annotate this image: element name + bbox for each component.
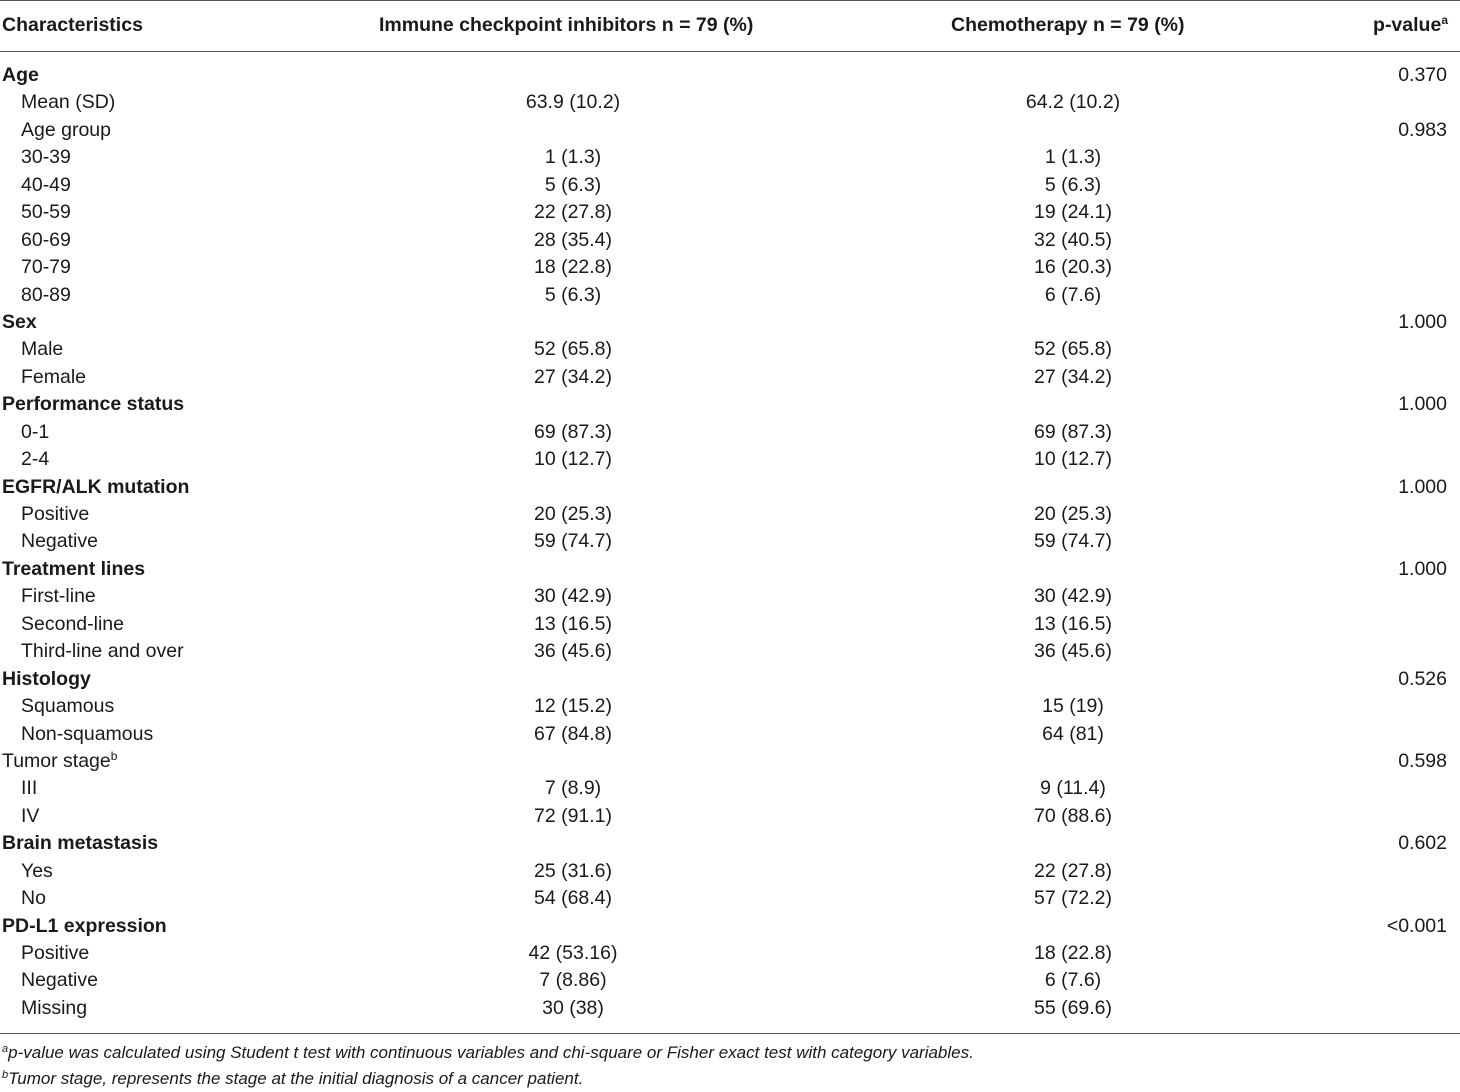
row-label bbox=[21, 446, 49, 473]
header-p-value bbox=[1373, 14, 1448, 37]
header-p-value-sup: a bbox=[1441, 13, 1448, 27]
row-label bbox=[21, 967, 98, 994]
row-label bbox=[2, 913, 167, 940]
p-value: 1.000 bbox=[1398, 393, 1447, 416]
header-rule bbox=[0, 51, 1460, 52]
row-label bbox=[21, 693, 114, 720]
chemo-value: 55 (69.6) bbox=[1033, 996, 1113, 1019]
table-row bbox=[0, 748, 1460, 775]
ici-value: 12 (15.2) bbox=[533, 695, 613, 718]
chemo-value: 13 (16.5) bbox=[1033, 612, 1113, 635]
ici-value: 52 (65.8) bbox=[533, 338, 613, 361]
ici-value: 5 (6.3) bbox=[544, 173, 602, 196]
row-label bbox=[2, 391, 184, 418]
row-label-text: Histology bbox=[2, 667, 91, 690]
ici-value: 27 (34.2) bbox=[533, 365, 613, 388]
row-label bbox=[21, 803, 39, 830]
row-label bbox=[21, 254, 71, 281]
ici-value: 72 (91.1) bbox=[533, 804, 613, 827]
table-row bbox=[0, 254, 1460, 281]
row-label-text: Male bbox=[21, 338, 64, 361]
row-label bbox=[21, 995, 87, 1022]
row-label-text: Brain metastasis bbox=[2, 832, 159, 855]
row-label bbox=[21, 885, 46, 912]
p-value: 0.983 bbox=[1398, 118, 1447, 141]
row-label-text: Sex bbox=[2, 310, 37, 333]
table-row bbox=[0, 199, 1460, 226]
row-label-text: 70-79 bbox=[21, 256, 71, 279]
chemo-value: 19 (24.1) bbox=[1033, 201, 1113, 224]
chemo-value: 30 (42.9) bbox=[1033, 585, 1113, 608]
table-row bbox=[0, 446, 1460, 473]
row-label bbox=[21, 89, 115, 116]
row-label bbox=[21, 638, 184, 665]
row-label-text: Missing bbox=[21, 996, 88, 1019]
row-label bbox=[21, 775, 37, 802]
row-label bbox=[21, 611, 124, 638]
row-label bbox=[2, 748, 117, 775]
row-label-text: Positive bbox=[21, 942, 90, 964]
ici-value: 10 (12.7) bbox=[533, 448, 613, 471]
row-label-text: First-line bbox=[21, 585, 96, 608]
table-row bbox=[0, 611, 1460, 638]
row-label bbox=[2, 666, 91, 693]
row-label bbox=[21, 117, 111, 144]
row-label-text: 2-4 bbox=[21, 448, 50, 471]
ici-value: 63.9 (10.2) bbox=[525, 91, 621, 114]
row-label bbox=[21, 172, 71, 199]
chemo-value: 52 (65.8) bbox=[1033, 338, 1113, 361]
row-label bbox=[21, 940, 89, 967]
chemo-value: 69 (87.3) bbox=[1033, 420, 1113, 443]
table-row bbox=[0, 391, 1460, 418]
row-label bbox=[21, 583, 96, 610]
header-p-value-text: p-value bbox=[1373, 14, 1442, 36]
table-row bbox=[0, 721, 1460, 748]
row-label-text: Squamous bbox=[21, 695, 115, 718]
ici-value: 7 (8.9) bbox=[544, 777, 602, 800]
p-value: 0.526 bbox=[1398, 667, 1447, 690]
chemo-value: 15 (19) bbox=[1042, 695, 1104, 718]
table-row bbox=[0, 693, 1460, 720]
chemo-value: 59 (74.7) bbox=[1033, 530, 1113, 553]
ici-value: 1 (1.3) bbox=[544, 146, 602, 169]
p-value: 0.602 bbox=[1398, 832, 1447, 855]
row-label bbox=[21, 528, 98, 555]
row-label bbox=[21, 364, 86, 391]
ici-value: 20 (25.3) bbox=[533, 503, 613, 525]
ici-value: 5 (6.3) bbox=[544, 283, 602, 306]
ici-value: 25 (31.6) bbox=[533, 859, 613, 882]
row-label-text: 80-89 bbox=[21, 283, 71, 306]
ici-value: 7 (8.86) bbox=[539, 969, 607, 992]
table-row bbox=[0, 666, 1460, 693]
row-label-text: Positive bbox=[21, 503, 90, 525]
header-characteristics: Characteristics bbox=[2, 14, 143, 36]
table-row bbox=[0, 336, 1460, 363]
chemo-value: 27 (34.2) bbox=[1033, 365, 1113, 388]
row-label-text: Female bbox=[21, 365, 87, 388]
p-value: 0.370 bbox=[1398, 64, 1447, 86]
table-header bbox=[0, 0, 1460, 51]
ici-value: 54 (68.4) bbox=[533, 887, 613, 910]
chemo-value: 70 (88.6) bbox=[1033, 804, 1113, 827]
chemo-value: 32 (40.5) bbox=[1033, 228, 1113, 251]
chemo-value: 16 (20.3) bbox=[1033, 256, 1113, 279]
row-label-text: Performance status bbox=[2, 393, 185, 416]
chemo-value: 6 (7.6) bbox=[1044, 969, 1102, 992]
row-label-text: Mean (SD) bbox=[21, 91, 116, 114]
ici-value: 28 (35.4) bbox=[533, 228, 613, 251]
table-row bbox=[0, 995, 1460, 1022]
chemo-value: 5 (6.3) bbox=[1044, 173, 1102, 196]
table-row bbox=[0, 583, 1460, 610]
row-label bbox=[21, 144, 71, 171]
row-label-text: Second-line bbox=[21, 612, 124, 635]
ici-value: 30 (42.9) bbox=[533, 585, 613, 608]
row-label-text: No bbox=[21, 887, 46, 910]
footnote-b-text: Tumor stage, represents the stage at the initial diagnosis of a cancer patient. bbox=[8, 1069, 584, 1088]
row-label bbox=[21, 501, 89, 528]
table-row bbox=[0, 172, 1460, 199]
table-row bbox=[0, 282, 1460, 309]
row-label-text: Age bbox=[2, 64, 39, 86]
chemo-value: 18 (22.8) bbox=[1033, 942, 1113, 964]
table-row bbox=[0, 638, 1460, 665]
ici-value: 18 (22.8) bbox=[533, 256, 613, 279]
row-label bbox=[2, 830, 158, 857]
p-value: 0.598 bbox=[1398, 749, 1447, 772]
table-row bbox=[0, 885, 1460, 912]
chemo-value: 10 (12.7) bbox=[1033, 448, 1113, 471]
row-label-text: Non-squamous bbox=[21, 722, 154, 745]
ici-value: 36 (45.6) bbox=[533, 640, 613, 663]
table-row bbox=[0, 775, 1460, 802]
header-chemotherapy: Chemotherapy n = 79 (%) bbox=[951, 14, 1185, 36]
row-label bbox=[21, 858, 53, 885]
table-row bbox=[0, 556, 1460, 583]
chemo-value: 64 (81) bbox=[1042, 722, 1104, 745]
row-label-text: Tumor stage bbox=[2, 749, 111, 772]
table-body bbox=[0, 62, 1460, 1022]
row-label-text: 50-59 bbox=[21, 201, 71, 224]
row-label-text: 0-1 bbox=[21, 420, 50, 443]
ici-value: 13 (16.5) bbox=[533, 612, 613, 635]
table-row bbox=[0, 117, 1460, 144]
table-row bbox=[0, 967, 1460, 994]
footnote-a bbox=[2, 1040, 974, 1066]
row-label-text: PD-L1 expression bbox=[2, 914, 167, 937]
row-label-sup: b bbox=[110, 748, 118, 763]
ici-value: 42 (53.16) bbox=[528, 942, 618, 964]
table-row bbox=[0, 419, 1460, 446]
row-label-text: 60-69 bbox=[21, 228, 71, 251]
row-label-text: Negative bbox=[21, 969, 98, 992]
row-label bbox=[21, 721, 153, 748]
table-row bbox=[0, 309, 1460, 336]
row-label bbox=[21, 336, 63, 363]
footnote-a-text: p-value was calculated using Student t test with continuous variables and chi-square or Fisher exact test with category variables. bbox=[8, 1043, 974, 1062]
table-row bbox=[0, 913, 1460, 940]
table-row bbox=[0, 803, 1460, 830]
row-label bbox=[2, 556, 145, 583]
chemo-value: 57 (72.2) bbox=[1033, 887, 1113, 910]
ici-value: 67 (84.8) bbox=[533, 722, 613, 745]
table-row bbox=[0, 144, 1460, 171]
p-value: 1.000 bbox=[1398, 310, 1447, 333]
chemo-value: 64.2 (10.2) bbox=[1025, 91, 1121, 114]
table-row bbox=[0, 89, 1460, 116]
footnote-b-mark: b bbox=[2, 1069, 9, 1081]
ici-value: 69 (87.3) bbox=[533, 420, 613, 443]
header-immune-checkpoint-inhibitors: Immune checkpoint inhibitors n = 79 (%) bbox=[379, 14, 754, 36]
p-value: <0.001 bbox=[1386, 914, 1447, 937]
row-label-text: Negative bbox=[21, 530, 98, 553]
table-row bbox=[0, 528, 1460, 555]
row-label-text: IV bbox=[21, 804, 40, 827]
row-label bbox=[21, 419, 49, 446]
row-label-text: Treatment lines bbox=[2, 557, 146, 580]
table-row bbox=[0, 830, 1460, 857]
row-label-text: III bbox=[21, 777, 38, 800]
chemo-value: 22 (27.8) bbox=[1033, 859, 1113, 882]
row-label-text: 40-49 bbox=[21, 173, 71, 196]
p-value: 1.000 bbox=[1398, 475, 1447, 498]
ici-value: 22 (27.8) bbox=[533, 201, 613, 224]
row-label-text: Age group bbox=[21, 118, 111, 141]
row-label bbox=[2, 309, 37, 336]
ici-value: 59 (74.7) bbox=[533, 530, 613, 553]
chemo-value: 1 (1.3) bbox=[1044, 146, 1102, 169]
footnotes bbox=[2, 1040, 974, 1092]
chemo-value: 36 (45.6) bbox=[1033, 640, 1113, 663]
row-label bbox=[21, 282, 71, 309]
table-row bbox=[0, 858, 1460, 885]
row-label-text: Third-line and over bbox=[21, 640, 184, 663]
row-label-text: Yes bbox=[21, 859, 53, 882]
ici-value: 30 (38) bbox=[542, 996, 604, 1019]
row-label bbox=[2, 474, 189, 501]
row-label bbox=[21, 227, 71, 254]
table-row bbox=[0, 940, 1460, 967]
footnote-b bbox=[2, 1066, 974, 1092]
chemo-value: 20 (25.3) bbox=[1033, 503, 1113, 525]
chemo-value: 9 (11.4) bbox=[1040, 777, 1106, 800]
row-label-text: EGFR/ALK mutation bbox=[2, 475, 190, 498]
table-row bbox=[0, 227, 1460, 254]
row-label bbox=[2, 62, 39, 89]
table-row bbox=[0, 501, 1460, 528]
bottom-rule bbox=[0, 1033, 1460, 1034]
footnote-a-mark: a bbox=[2, 1043, 9, 1055]
table-row bbox=[0, 364, 1460, 391]
table-row bbox=[0, 474, 1460, 501]
table-row bbox=[0, 62, 1460, 89]
row-label-text: 30-39 bbox=[21, 146, 71, 169]
p-value: 1.000 bbox=[1398, 557, 1447, 580]
row-label bbox=[21, 199, 71, 226]
chemo-value: 6 (7.6) bbox=[1044, 283, 1102, 306]
